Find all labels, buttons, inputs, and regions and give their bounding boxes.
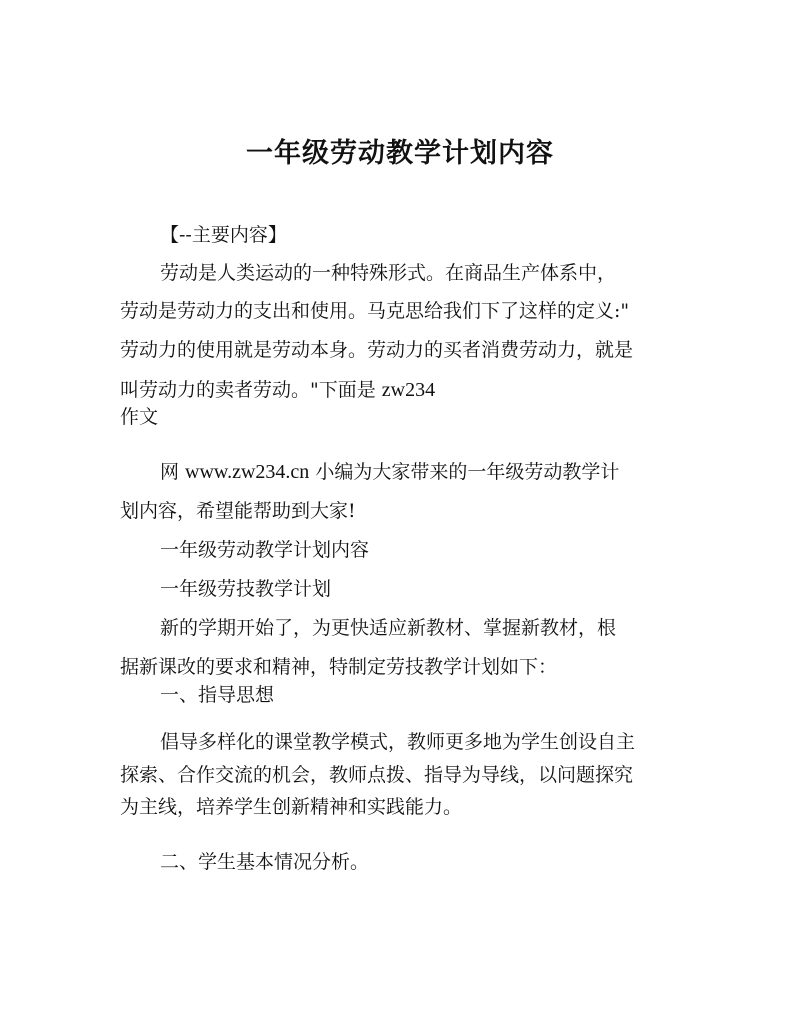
paragraph-line: 为主线，培养学生创新精神和实践能力。 — [120, 796, 463, 818]
section-tag: 【--主要内容】 — [160, 224, 287, 246]
document-title: 一年级劳动教学计划内容 — [246, 138, 554, 169]
paragraph-text: 叫劳动力的卖者劳动。"下面是 — [120, 379, 382, 401]
site-url-text: www.zw234.cn — [185, 461, 310, 483]
paragraph-line: 劳动是人类运动的一种特殊形式。在商品生产体系中， — [160, 262, 617, 284]
paragraph-line — [120, 380, 435, 400]
paragraph-line: 倡导多样化的课堂教学模式，教师更多地为学生创设自主 — [160, 731, 636, 753]
paragraph-text: 网 — [160, 461, 186, 483]
paragraph-line — [160, 462, 619, 482]
paragraph-line: 划内容，希望能帮助到大家! — [120, 500, 356, 522]
paragraph-line: 新的学期开始了，为更快适应新教材、掌握新教材，根 — [160, 617, 617, 639]
subheading: 一年级劳动教学计划内容 — [160, 539, 370, 561]
paragraph-line: 探索、合作交流的机会，教师点拨、指导为导线，以问题探究 — [120, 764, 634, 786]
paragraph-line: 劳动力的使用就是劳动本身。劳动力的买者消费劳动力，就是 — [120, 339, 634, 361]
paragraph-text: 小编为大家带来的一年级劳动教学计 — [309, 461, 620, 483]
section-heading: 一、指导思想 — [160, 684, 275, 706]
paragraph-line: 据新课改的要求和精神，特制定劳技教学计划如下： — [120, 656, 558, 678]
paragraph-line: 劳动是劳动力的支出和使用。马克思给我们下了这样的定义:" — [120, 300, 630, 322]
section-heading: 二、学生基本情况分析。 — [160, 851, 370, 873]
paragraph-line: 作文 — [120, 406, 159, 428]
site-name-text: zw234 — [381, 379, 436, 401]
subheading: 一年级劳技教学计划 — [160, 578, 332, 600]
